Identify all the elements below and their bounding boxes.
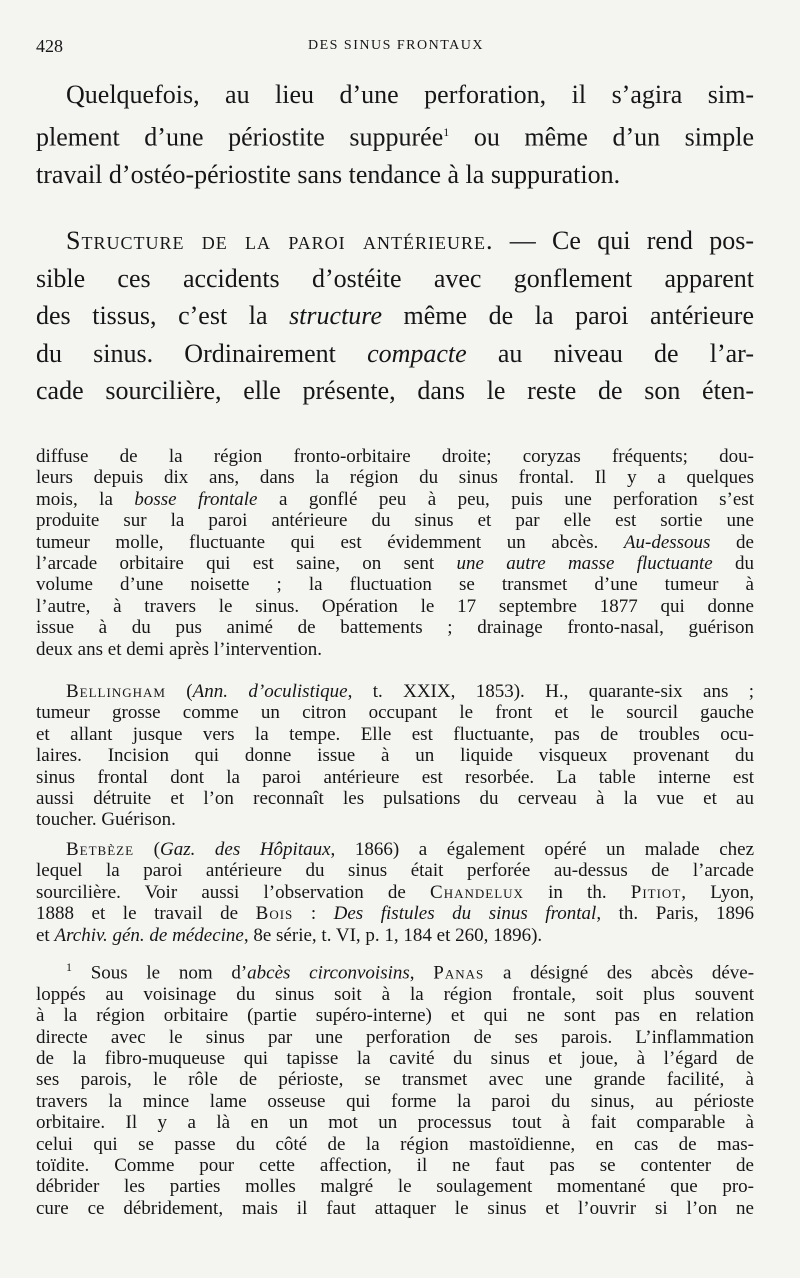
author-name: Panas	[433, 962, 485, 984]
page-header	[36, 36, 756, 58]
text-line: et allant jusque vers la tempe. Elle est fluctuante, pas de troubles ocu-	[36, 723, 754, 745]
text-line: des tissus, c’est la structure même de la paroi antérieure	[36, 301, 754, 330]
footnote-1	[36, 957, 754, 1219]
text-line: plement d’une périostite suppurée$^1$ ou même d’un simple	[36, 122, 755, 152]
text-line: Betbèze (Gaz. des Hôpitaux, 1866) a également opéré un malade chez	[66, 839, 754, 860]
text-line: 1888 et le travail de Bois : Des fistules du sinus frontal, th. Paris, 1896	[36, 903, 755, 925]
footnote-continuation	[36, 446, 754, 660]
emphasis: abcès circonvoisins	[247, 962, 410, 984]
text-line: celui qui se passe du côté de la région mastoïdienne, en cas de mas-	[36, 1133, 754, 1155]
text-line: lequel la paroi antérieure du sinus était perforée au-dessus de l’arcade	[36, 860, 754, 882]
text-line: du sinus. Ordinairement compacte au niveau de l’ar-	[36, 338, 754, 368]
footnote-reference: 1	[443, 124, 450, 139]
text-line: toïdite. Comme pour cette affection, il ne faut pas se contenter de	[36, 1154, 754, 1176]
text-line: ses parois, le rôle de périoste, se transmet avec une grande facilité, à	[36, 1069, 754, 1091]
text-line: directe avec le sinus par une perforation de ses parois. L’inflammation	[36, 1026, 754, 1048]
author-name: Bois	[255, 903, 294, 925]
text-line: produite sur la paroi antérieure du sinus et par elle est sortie une	[36, 510, 754, 532]
text-line: diffuse de la région fronto-orbitaire droite; coryzas fréquents; dou-	[36, 446, 754, 467]
text-line: cade sourcilière, elle présente, dans le reste de son éten-	[36, 376, 754, 405]
author-name: Pitiot	[630, 881, 682, 903]
text-line: laires. Incision qui donne issue à un liquide visqueux provenant du	[36, 745, 754, 767]
text-line: volume d’une noisette ; la fluctuation se transmet d’une tumeur à	[36, 574, 754, 596]
text-line: sinus frontal dont la paroi antérieure est resorbée. La table interne est	[36, 766, 754, 788]
text-line: l’arcade orbitaire qui est saine, on sent une autre masse fluctuante du	[36, 553, 754, 575]
emphasis: Des fistules du sinus frontal	[333, 903, 597, 925]
author-name: Chandelux	[430, 881, 524, 903]
text-line: Bellingham (Ann. d’oculistique, t. XXIX, 1853). H., quarante-six ans ;	[66, 681, 754, 702]
text-line: sourcilière. Voir aussi l’observation de Chandelux in th. Pitiot, Lyon,	[36, 881, 754, 903]
text-line: tumeur grosse comme un citron occupant le front et le sourcil gauche	[36, 702, 754, 724]
page-number: 428	[36, 36, 63, 56]
running-title: DES SINUS FRONTAUX	[307, 38, 484, 53]
emphasis: une autre masse fluctuante	[456, 553, 713, 575]
text-line: Structure de la paroi antérieure. — Ce qui rend pos-	[66, 226, 754, 255]
emphasis: compacte	[367, 338, 467, 368]
text-line: l’autre, à travers le sinus. Opération le 17 septembre 1877 qui donne	[36, 595, 754, 617]
text-line: toucher. Guérison.	[36, 809, 176, 831]
emphasis: structure	[289, 301, 382, 330]
text-line: Quelquefois, au lieu d’une perforation, il s’agira sim-	[66, 80, 754, 109]
text-line: sible ces accidents d’ostéite avec gonflement apparent	[36, 263, 754, 293]
emphasis: bosse frontale	[134, 488, 258, 510]
text-line: aussi détruite et l’on reconnaît les pulsations du cerveau à la vue et au	[36, 788, 754, 810]
author-name: Betbèze	[66, 839, 135, 860]
text-line: travers la mince lame osseuse qui forme la paroi du sinus, au périoste	[36, 1090, 754, 1112]
text-line: loppés au voisinage du sinus soit à la région frontale, soit plus souvent	[36, 983, 754, 1005]
footnote-number: 1	[66, 960, 72, 974]
text-line: leurs depuis dix ans, dans la région du sinus frontal. Il y a quelques	[36, 467, 754, 489]
text-line: tumeur molle, fluctuante qui est évidemment un abcès. Au-dessous de	[36, 531, 754, 553]
emphasis: Au-dessous	[623, 531, 711, 553]
text-line: mois, la bosse frontale a gonflé peu à peu, puis une perforation s’est	[36, 488, 754, 510]
emphasis: Gaz. des Hôpitaux	[159, 839, 331, 860]
paragraph-suppuration	[36, 76, 754, 193]
text-line: débrider les parties molles malgré le soulagement momentané que pro-	[36, 1176, 754, 1198]
text-line: orbitaire. Il y a là en un mot un processus tout à fait comparable à	[36, 1112, 754, 1134]
emphasis: Ann. d’oculistique	[192, 681, 348, 702]
text-line: à la région orbitaire (partie supéro-interne) et qui ne sont pas en relation	[36, 1005, 754, 1027]
text-line: et Archiv. gén. de médecine, 8e série, t. VI, p. 1, 184 et 260, 1896).	[36, 924, 543, 946]
text-line: deux ans et demi après l’intervention.	[36, 638, 322, 660]
text-line: de la fibro-muqueuse qui tapisse la cavité du sinus et joue, à l’égard de	[36, 1047, 754, 1069]
emphasis: Archiv. gén. de médecine	[54, 924, 244, 946]
text-line: $^1$ Sous le nom d’abcès circonvoisins, Panas a désigné des abcès déve-	[66, 960, 755, 984]
author-name: Bellingham	[66, 681, 166, 702]
text-line: issue à du pus animé de battements ; drainage fronto-nasal, guérison	[36, 617, 754, 639]
footnote-betbeze	[36, 839, 754, 946]
text-line: travail d’ostéo-périostite sans tendance à la suppuration.	[36, 159, 621, 189]
section-heading: Structure de la paroi antérieure.	[66, 226, 494, 255]
text-line: cure ce débridement, mais il faut attaquer le sinus et l’ouvrir si l’on ne	[36, 1197, 754, 1219]
footnote-bellingham	[36, 681, 754, 831]
paragraph-structure	[36, 222, 754, 410]
